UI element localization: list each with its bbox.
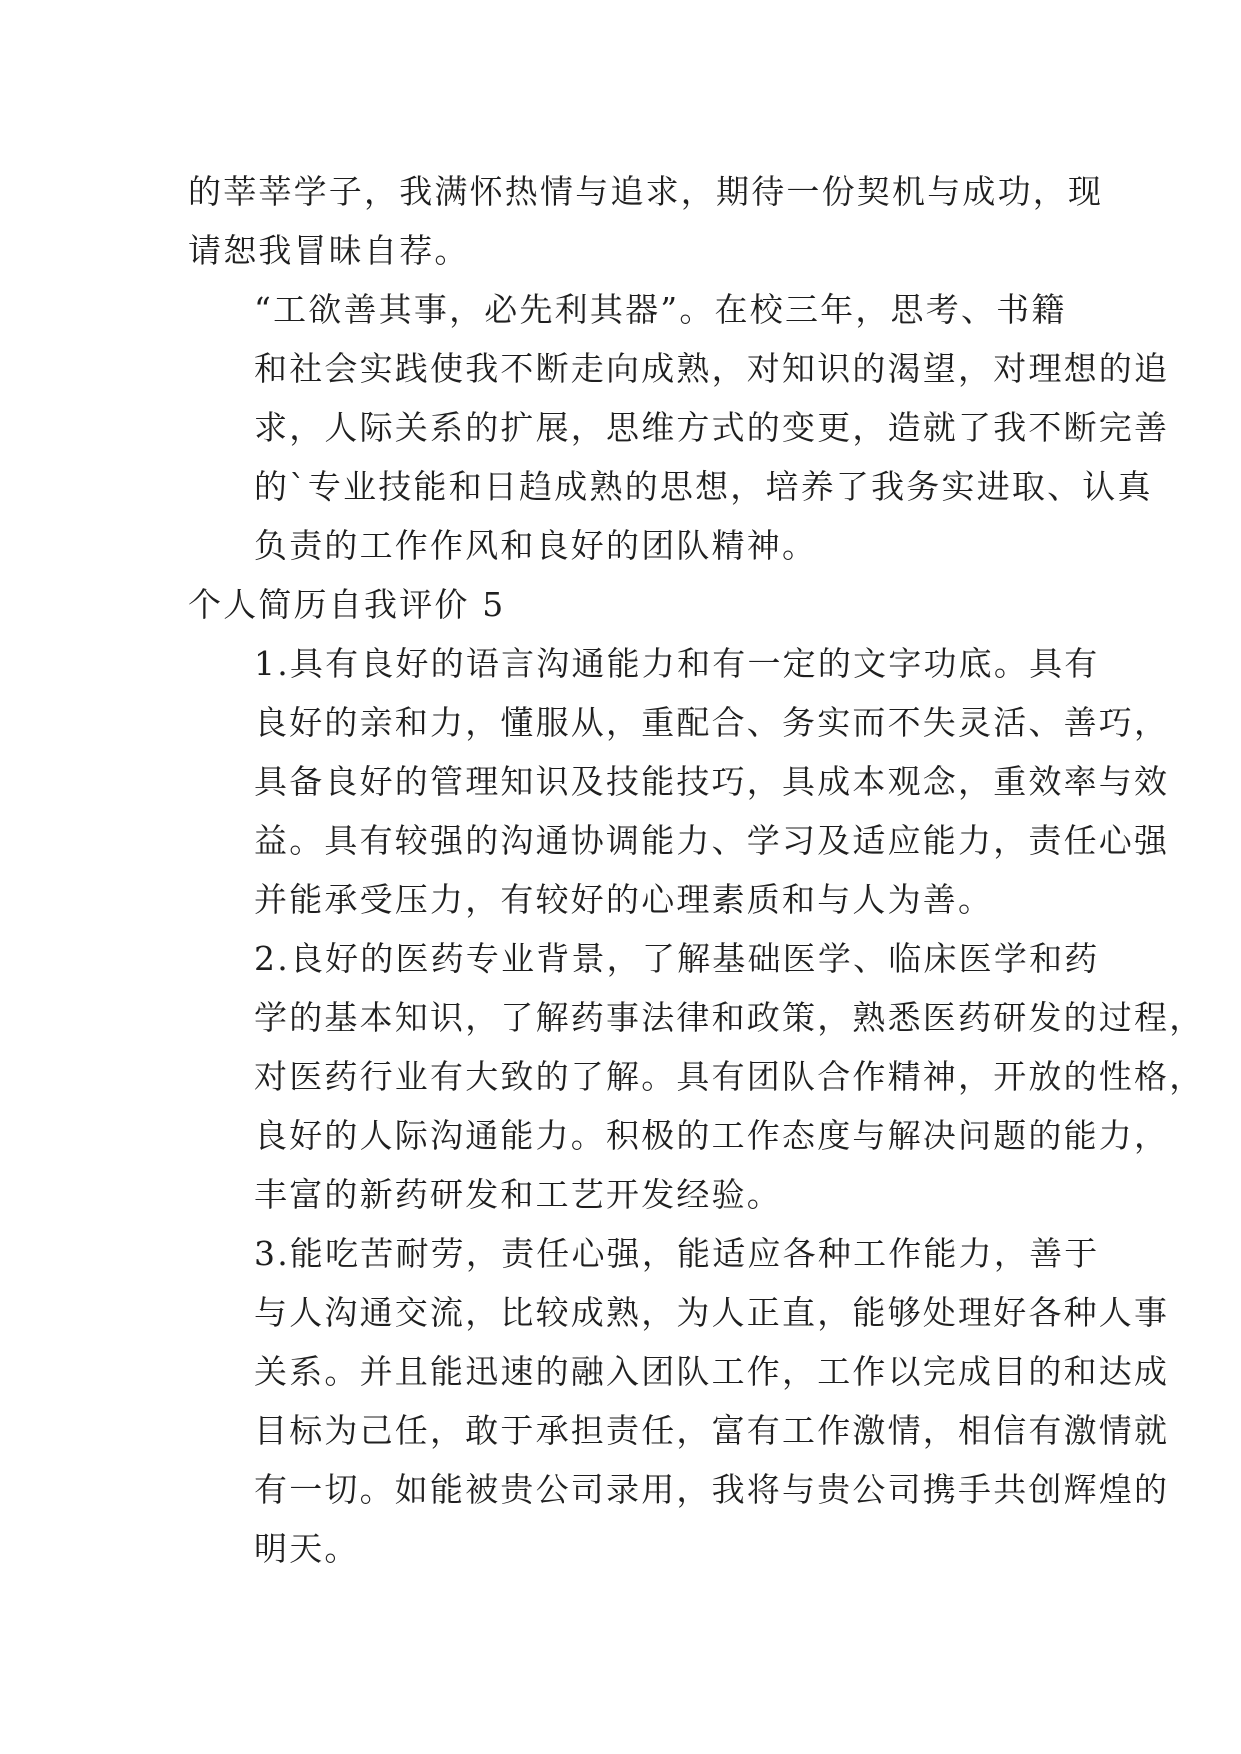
section-heading bbox=[188, 575, 1068, 634]
paragraph bbox=[188, 162, 1104, 280]
text-line: 的`专业技能和日趋成熟的思想，培养了我务实进取、认真 bbox=[254, 467, 1153, 506]
text-line: 并能承受压力，有较好的心理素质和与人为善。 bbox=[254, 880, 994, 919]
text-line: 关系。并且能迅速的融入团队工作，工作以完成目的和达成 bbox=[254, 1352, 1170, 1391]
text-line: 求，人际关系的扩展，思维方式的变更，造就了我不断完善 bbox=[254, 408, 1170, 447]
text-line: 与人沟通交流，比较成熟，为人正直，能够处理好各种人事 bbox=[254, 1293, 1170, 1332]
text-line: 目标为己任，敢于承担责任，富有工作激情，相信有激情就 bbox=[254, 1411, 1170, 1450]
text-line: 学的基本知识，了解药事法律和政策，熟悉医药研发的过程， bbox=[254, 998, 1205, 1037]
text-line: 2.良好的医药专业背景，了解基础医学、临床医学和药 bbox=[254, 939, 1100, 978]
text-line: 良好的亲和力，懂服从，重配合、务实而不失灵活、善巧， bbox=[254, 703, 1170, 742]
paragraph bbox=[188, 634, 1170, 929]
text-line: 和社会实践使我不断走向成熟，对知识的渴望，对理想的追 bbox=[254, 349, 1170, 388]
text-line: 有一切。如能被贵公司录用，我将与贵公司携手共创辉煌的 bbox=[254, 1470, 1170, 1509]
text-line: 的莘莘学子，我满怀热情与追求，期待一份契机与成功，现 bbox=[188, 172, 1104, 211]
text-line: 良好的人际沟通能力。积极的工作态度与解决问题的能力， bbox=[254, 1116, 1170, 1155]
paragraph bbox=[188, 280, 1170, 575]
text-line: 益。具有较强的沟通协调能力、学习及适应能力，责任心强 bbox=[254, 821, 1170, 860]
paragraph bbox=[188, 1224, 1170, 1578]
text-line: 请恕我冒昧自荐。 bbox=[188, 231, 470, 270]
text-line: 1.具有良好的语言沟通能力和有一定的文字功底。具有 bbox=[254, 644, 1100, 683]
text-line: 负责的工作作风和良好的团队精神。 bbox=[254, 526, 818, 565]
text-line: 个人简历自我评价 5 bbox=[188, 585, 506, 624]
text-line: 丰富的新药研发和工艺开发经验。 bbox=[254, 1175, 782, 1214]
text-line: 对医药行业有大致的了解。具有团队合作精神，开放的性格， bbox=[254, 1057, 1205, 1096]
text-line: 具备良好的管理知识及技能技巧，具成本观念，重效率与效 bbox=[254, 762, 1170, 801]
text-line: 3.能吃苦耐劳，责任心强，能适应各种工作能力，善于 bbox=[254, 1234, 1100, 1273]
text-line: 明天。 bbox=[254, 1529, 360, 1568]
paragraph bbox=[188, 929, 1205, 1224]
document-body bbox=[188, 162, 1205, 1578]
text-line: “工欲善其事，必先利其器”。在校三年，思考、书籍 bbox=[254, 290, 1067, 329]
